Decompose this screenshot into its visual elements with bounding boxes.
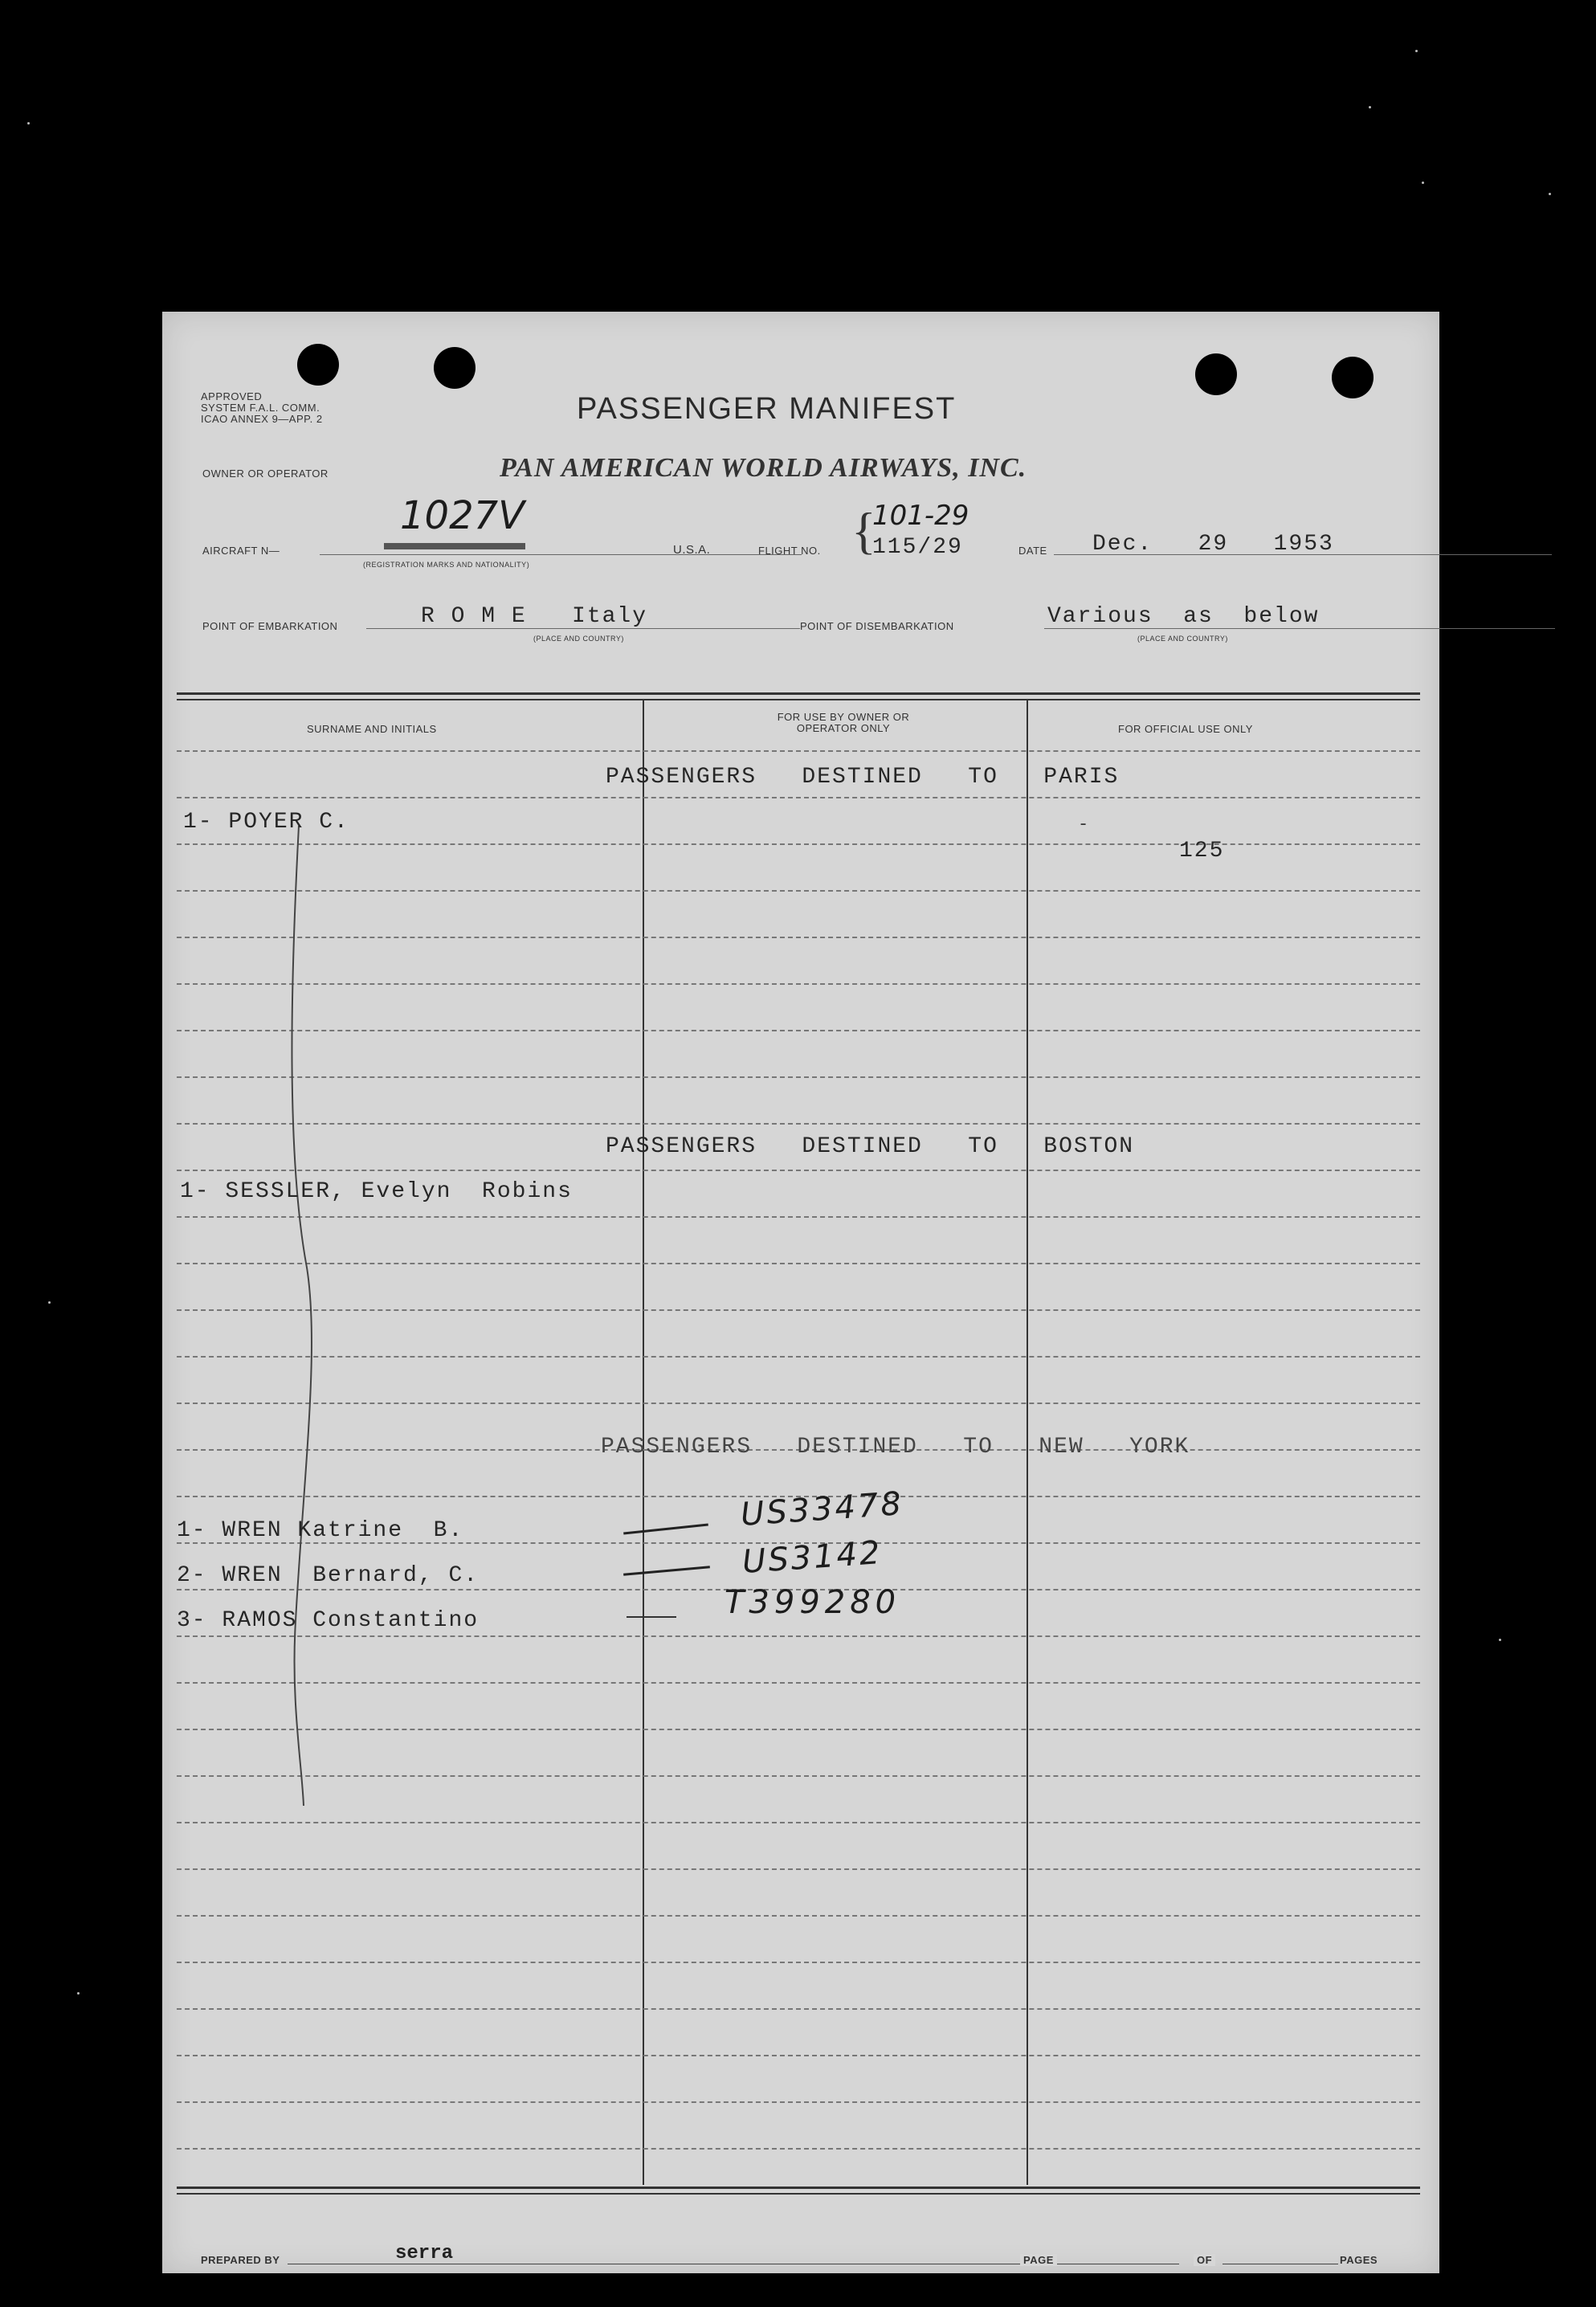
flight-value-2: 115/29 [872, 535, 963, 560]
ruled-line [177, 1682, 1420, 1684]
ruled-line [177, 1868, 1420, 1870]
punch-hole [434, 347, 476, 389]
ruled-line [177, 983, 1420, 985]
ruled-line [177, 1635, 1420, 1637]
dust-speck [48, 1301, 51, 1304]
dash-mark [623, 1566, 710, 1575]
col-official-header: FOR OFFICIAL USE ONLY [1118, 723, 1253, 735]
prepared-value: serra [395, 2243, 454, 2264]
approval-line: SYSTEM F.A.L. COMM. [201, 402, 320, 414]
passenger-name: 1- SESSLER, Evelyn Robins [180, 1179, 573, 1204]
ruled-line [177, 1356, 1420, 1358]
manifest-sheet [162, 312, 1439, 2273]
ruled-line [177, 1030, 1420, 1031]
section-heading: PASSENGERS DESTINED TO PARIS [606, 765, 1120, 790]
dust-speck [1499, 1639, 1501, 1641]
ruled-line [177, 1076, 1420, 1078]
table-top-rule [177, 699, 1420, 700]
ruled-line [177, 1822, 1420, 1823]
page-title: PASSENGER MANIFEST [577, 392, 957, 426]
dash-mark: - [1078, 815, 1089, 835]
ruled-line [177, 1729, 1420, 1730]
ruled-line [177, 2008, 1420, 2010]
field-underline [320, 554, 802, 555]
table-bottom-rule [177, 2187, 1420, 2189]
date-value: Dec. 29 1953 [1092, 532, 1334, 557]
ruled-line [177, 1403, 1420, 1404]
ruled-line [177, 797, 1420, 798]
brace-icon: { [851, 502, 876, 559]
embarkation-label: POINT OF EMBARKATION [202, 620, 338, 632]
approval-line: APPROVED [201, 390, 263, 402]
document-number: US33478 [739, 1484, 905, 1534]
dust-speck [1369, 106, 1371, 108]
ruled-line [177, 1263, 1420, 1264]
table-top-rule [177, 692, 1420, 695]
dust-speck [27, 122, 30, 125]
ruled-line [177, 1309, 1420, 1311]
passenger-name: 1- WREN Katrine B. [177, 1518, 464, 1543]
aircraft-label: AIRCRAFT N— [202, 545, 280, 557]
punch-hole [297, 344, 339, 386]
dust-speck [77, 1992, 80, 1995]
disembarkation-value: Various as below [1047, 604, 1320, 629]
aircraft-caption: (REGISTRATION MARKS AND NATIONALITY) [363, 561, 530, 569]
embarkation-value: R O M E Italy [421, 604, 648, 629]
section-heading: PASSENGERS DESTINED TO BOSTON [606, 1134, 1135, 1159]
aircraft-value: 1027V [400, 493, 525, 538]
embarkation-caption: (PLACE AND COUNTRY) [533, 635, 624, 643]
prepared-label: PREPARED BY [201, 2254, 280, 2266]
passenger-name: 1- POYER C. [183, 810, 349, 835]
bracket-line-icon [275, 818, 323, 1814]
date-label: DATE [1018, 545, 1047, 557]
punch-hole [1195, 353, 1237, 395]
approval-line: ICAO ANNEX 9—APP. 2 [201, 413, 323, 425]
flight-label: FLIGHT NO. [758, 545, 821, 557]
flight-value-1: 101-29 [872, 500, 969, 532]
ruled-line [177, 1962, 1420, 1963]
of-label: OF [1194, 2254, 1215, 2266]
ruled-line [177, 2055, 1420, 2056]
dust-speck [1422, 182, 1424, 184]
punch-hole [1332, 357, 1374, 398]
dash-mark [623, 1523, 708, 1534]
ruled-line [177, 2148, 1420, 2150]
col-owner-header: FOR USE BY OWNER OR OPERATOR ONLY [777, 711, 910, 734]
pages-label: PAGES [1340, 2254, 1378, 2266]
struck-text: ▬▬▬▬▬▬▬▬ [384, 533, 525, 553]
disembarkation-caption: (PLACE AND COUNTRY) [1137, 635, 1228, 643]
table-bottom-rule [177, 2193, 1420, 2195]
document-number: T399280 [725, 1584, 901, 1621]
ruled-line [177, 2101, 1420, 2103]
ruled-line [177, 937, 1420, 938]
passenger-name: 2- WREN Bernard, C. [177, 1563, 480, 1588]
ruled-line [177, 1915, 1420, 1917]
dust-speck [1549, 193, 1551, 195]
document-number: US3142 [741, 1533, 884, 1582]
ruled-line [177, 1170, 1420, 1171]
official-use-value: 125 [1179, 839, 1225, 864]
ruled-line [177, 1216, 1420, 1218]
page-label: PAGE [1020, 2254, 1057, 2266]
section-heading: PASSENGERS DESTINED TO NEW YORK [601, 1435, 1190, 1460]
disembarkation-label: POINT OF DISEMBARKATION [800, 620, 954, 632]
owner-value: PAN AMERICAN WORLD AIRWAYS, INC. [500, 453, 1027, 483]
ruled-line [177, 843, 1420, 845]
ruled-line [177, 890, 1420, 892]
usa-label: U.S.A. [673, 543, 711, 557]
owner-label: OWNER OR OPERATOR [202, 468, 329, 480]
ruled-line [177, 1123, 1420, 1125]
ruled-line [177, 750, 1420, 752]
ruled-line [177, 1775, 1420, 1777]
dash-mark [627, 1616, 676, 1618]
col-surname-header: SURNAME AND INITIALS [307, 723, 437, 735]
passenger-name: 3- RAMOS Constantino [177, 1608, 480, 1633]
dust-speck [1415, 50, 1418, 52]
